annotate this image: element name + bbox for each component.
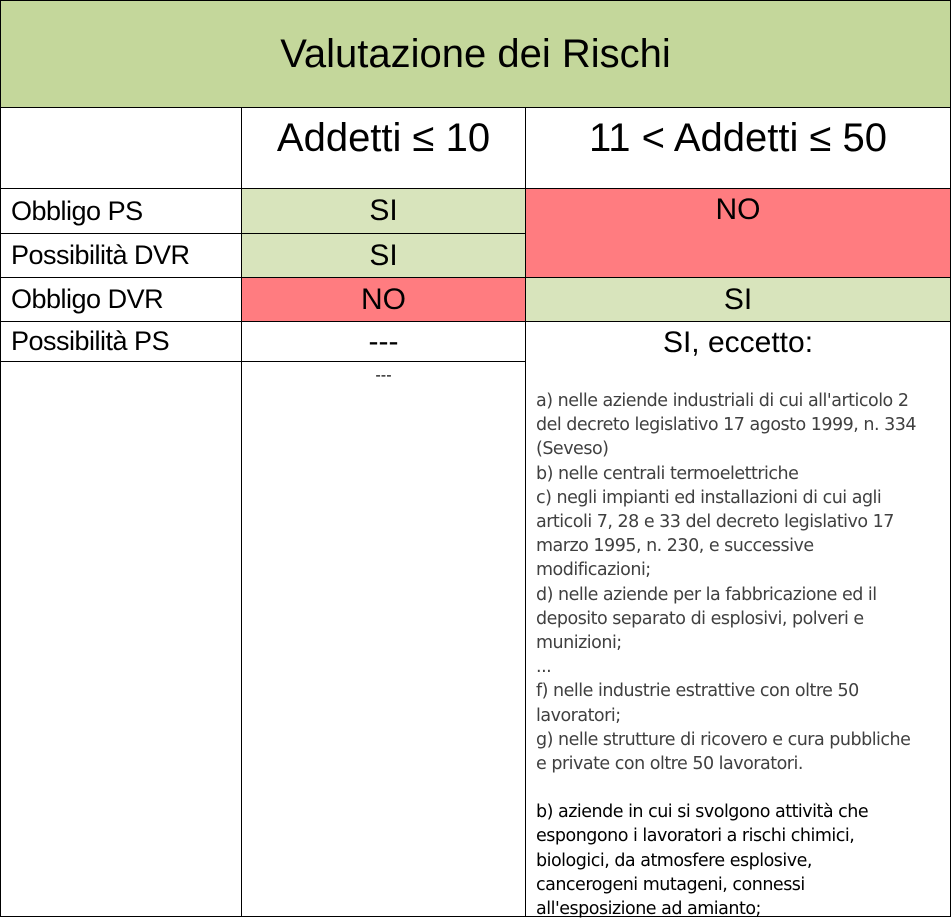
note-line: lavoratori; xyxy=(536,705,621,726)
note-line: c) negli impianti ed installazioni di cui agli xyxy=(536,487,882,508)
exception-heading xyxy=(526,322,950,370)
exception-group-a xyxy=(536,389,940,776)
note-line: biologici, da atmosfere esplosive, xyxy=(536,850,812,871)
note-line: articoli 7, 28 e 33 del decreto legislativo 17 xyxy=(536,512,894,533)
row-label-obbligo-dvr xyxy=(0,277,242,322)
row-label-text: Possibilità PS xyxy=(11,326,170,356)
cell-possibilita-dvr-col1 xyxy=(241,233,526,278)
value-text: SI xyxy=(723,282,753,316)
note-line: f) nelle industrie estrattive con oltre 50 xyxy=(536,681,859,702)
cell-obbligo-dvr-col2 xyxy=(525,277,951,322)
row-label-obbligo-ps xyxy=(0,188,242,234)
value-text: NO xyxy=(715,193,761,226)
exception-notes xyxy=(526,389,950,921)
header-col-addetti-10 xyxy=(241,107,526,189)
title-text: Valutazione dei Rischi xyxy=(280,31,671,76)
note-line: a) nelle aziende industriali di cui all'articolo 2 xyxy=(536,391,909,411)
value-text: --- xyxy=(375,366,392,384)
table-title xyxy=(0,0,951,108)
cell-obbligo-ps-possibilita-dvr-col2 xyxy=(525,188,951,278)
extra-row-col1 xyxy=(241,361,526,917)
row-label-text: Possibilità DVR xyxy=(11,240,190,270)
row-label-possibilita-ps xyxy=(0,321,242,362)
note-line: d) nelle aziende per la fabbricazione ed il xyxy=(536,584,877,605)
cell-obbligo-dvr-col1 xyxy=(241,277,526,322)
note-line: del decreto legislativo 17 agosto 1999, n. 334 xyxy=(536,415,917,436)
note-line: (Seveso) xyxy=(536,439,609,460)
cell-possibilita-ps-col2 xyxy=(525,321,951,920)
note-line: marzo 1995, n. 230, e successive xyxy=(536,536,814,557)
header-col2-text: 11 < Addetti ≤ 50 xyxy=(588,116,888,160)
cell-possibilita-ps-col1 xyxy=(241,321,526,362)
note-line: e private con oltre 50 lavoratori. xyxy=(536,754,803,775)
value-text: NO xyxy=(361,282,406,316)
value-text: SI, eccetto: xyxy=(662,326,814,359)
header-col-addetti-50 xyxy=(525,107,951,189)
note-line: modificazioni; xyxy=(536,560,651,581)
note-line: g) nelle strutture di ricovero e cura pubbliche xyxy=(536,729,911,750)
row-label-text: Obbligo DVR xyxy=(11,284,164,314)
note-line: cancerogeni mutageni, connessi xyxy=(536,874,805,895)
note-line: all'esposizione ad amianto; xyxy=(536,899,761,920)
row-label-possibilita-dvr xyxy=(0,233,242,278)
row-label-text: Obbligo PS xyxy=(11,195,143,226)
value-text: --- xyxy=(368,324,399,358)
exception-group-b xyxy=(536,800,940,921)
value-text: SI xyxy=(369,194,398,227)
value-text: SI xyxy=(369,238,398,272)
note-line: b) aziende in cui si svolgono attività che xyxy=(536,802,869,823)
header-col1-text: Addetti ≤ 10 xyxy=(276,116,491,160)
note-line: espongono i lavoratori a rischi chimici, xyxy=(536,826,855,847)
note-line: munizioni; xyxy=(536,633,622,654)
header-empty-cell xyxy=(0,107,242,189)
cell-obbligo-ps-col1 xyxy=(241,188,526,234)
extra-row-label xyxy=(0,361,242,917)
note-line: deposito separato di esplosivi, polveri e xyxy=(536,608,864,629)
note-line: ... xyxy=(536,657,552,678)
note-line: b) nelle centrali termoelettriche xyxy=(536,463,799,484)
